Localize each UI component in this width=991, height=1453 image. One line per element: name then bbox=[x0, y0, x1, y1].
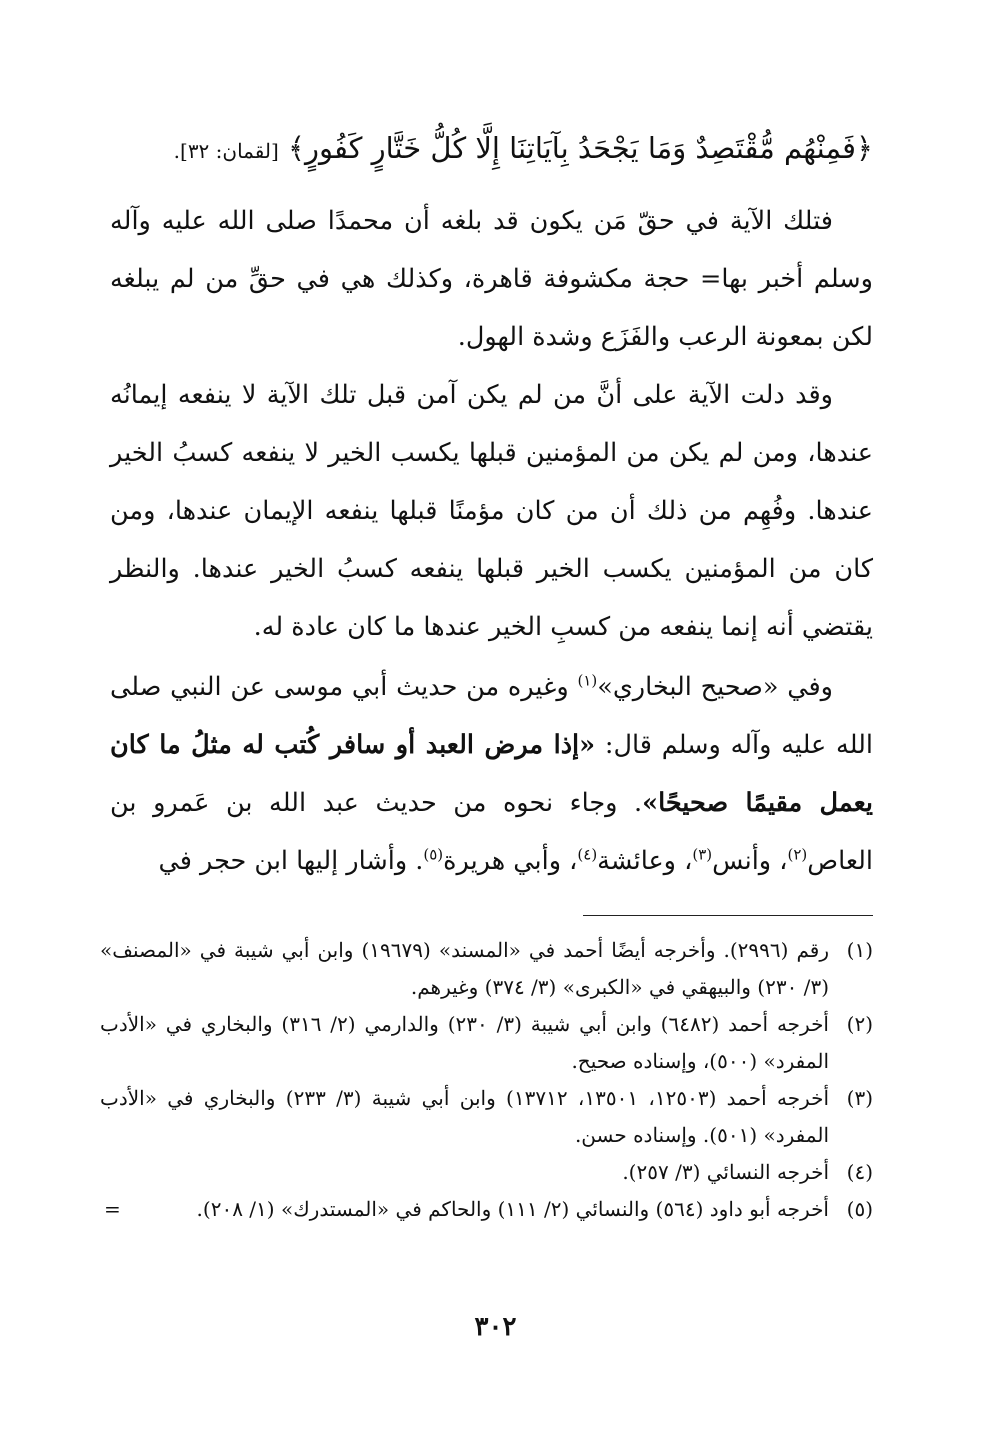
page-number: ٣٠٢ bbox=[474, 1312, 517, 1342]
footnote-5 bbox=[100, 1191, 873, 1228]
continuation-mark: = bbox=[104, 1197, 121, 1221]
footnote-number: (٣) bbox=[846, 1086, 873, 1110]
footnote-2 bbox=[100, 1006, 873, 1080]
p3-text-6: ، وأبي هريرة bbox=[443, 846, 578, 876]
p3-text-2: وغيره من حديث أبي موسى عن النبي صلى الله عليه وآله وسلم قال: bbox=[110, 672, 874, 760]
footnote-number: (٢) bbox=[846, 1012, 873, 1036]
footnote-ref-4[interactable]: (٤) bbox=[577, 845, 598, 864]
hadith-quote: «إذا مرض العبد أو سافر كُتب له مثلُ ما كان يعمل مقيمًا صحيحًا» bbox=[110, 730, 873, 818]
paragraph-1: فتلك الآية في حقّ مَن يكون قد بلغه أن محمدًا صلى الله عليه وآله وسلم أخبر بها= حجة مكشوفة قاهرة، وكذلك هي في حقِّ من لم يبلغه لكن بمعونة الرعب والفَزَع وشدة الهول. bbox=[110, 206, 873, 352]
p3-text-3: . وجاء نحوه من حديث عبد الله بن عَمرو بن العاص bbox=[110, 788, 873, 876]
footnote-ref-2[interactable]: (٢) bbox=[787, 845, 808, 864]
footnote-ref-3[interactable]: (٣) bbox=[692, 845, 713, 864]
quran-verse bbox=[110, 128, 873, 171]
p3-text-4: ، وأنس bbox=[712, 846, 788, 876]
footnote-3 bbox=[100, 1080, 873, 1154]
footnote-4 bbox=[100, 1154, 873, 1191]
p3-text-7: . وأشار إليها ابن حجر في bbox=[158, 846, 424, 876]
footnote-number: (٥) bbox=[846, 1197, 873, 1221]
footnote-divider bbox=[583, 915, 873, 916]
footnote-number: (١) bbox=[846, 938, 873, 962]
p3-text-1: وفي «صحيح البخاري» bbox=[597, 672, 833, 702]
footnote-number: (٤) bbox=[846, 1160, 873, 1184]
footnote-text: أخرجه أبو داود (٥٦٤) والنسائي (٢/ ١١١) والحاكم في «المستدرك» (١/ ٢٠٨). bbox=[196, 1197, 829, 1221]
paragraph-2: وقد دلت الآية على أنَّ من لم يكن آمن قبل تلك الآية لا ينفعه إيمانُه عندها، ومن لم يكن من المؤمنين قبلها يكسب الخير لا ينفعه كسبُ الخير عندها. وفُهِم من ذلك أن من كان مؤمنًا قبلها ينفعه الإيمان عندها، ومن كان من المؤمنين يكسب الخير قبلها ينفعه كسبُ الخير عندها. والنظر يقتضي أنه إنما ينفعه من كسبِ الخير عندها ما كان عادة له. bbox=[110, 380, 873, 642]
footnote-text: أخرجه النسائي (٣/ ٢٥٧). bbox=[622, 1160, 829, 1184]
verse-text: ﴿فَمِنْهُم مُّقْتَصِدٌ وَمَا يَجْحَدُ بِآيَاتِنَا إِلَّا كُلُّ خَتَّارٍ كَفُورٍ﴾ bbox=[287, 131, 873, 165]
footnotes bbox=[100, 932, 873, 1228]
footnote-text: رقم (٢٩٩٦). وأخرجه أيضًا أحمد في «المسند» (١٩٦٧٩) وابن أبي شيبة في «المصنف» (٣/ ٢٣٠) والبيهقي في «الكبرى» (٣/ ٣٧٤) وغيرهم. bbox=[100, 938, 829, 999]
footnote-ref-1[interactable]: (١) bbox=[577, 671, 598, 690]
footnote-text: أخرجه أحمد (٦٤٨٢) وابن أبي شيبة (٣/ ٢٣٠) والدارمي (٢/ ٣١٦) والبخاري في «الأدب المفرد» (٥٠٠)، وإسناده صحيح. bbox=[100, 1012, 829, 1073]
verse-reference: [لقمان: ٣٢]. bbox=[173, 139, 279, 163]
footnote-text: أخرجه أحمد (١٢٥٠٣، ١٣٥٠١، ١٣٧١٢) وابن أبي شيبة (٣/ ٢٣٣) والبخاري في «الأدب المفرد» (٥٠١). وإسناده حسن. bbox=[100, 1086, 830, 1147]
paragraph-3 bbox=[110, 658, 873, 890]
footnote-1 bbox=[100, 932, 873, 1006]
footnote-ref-5[interactable]: (٥) bbox=[423, 845, 444, 864]
p3-text-5: ، وعائشة bbox=[597, 846, 693, 876]
